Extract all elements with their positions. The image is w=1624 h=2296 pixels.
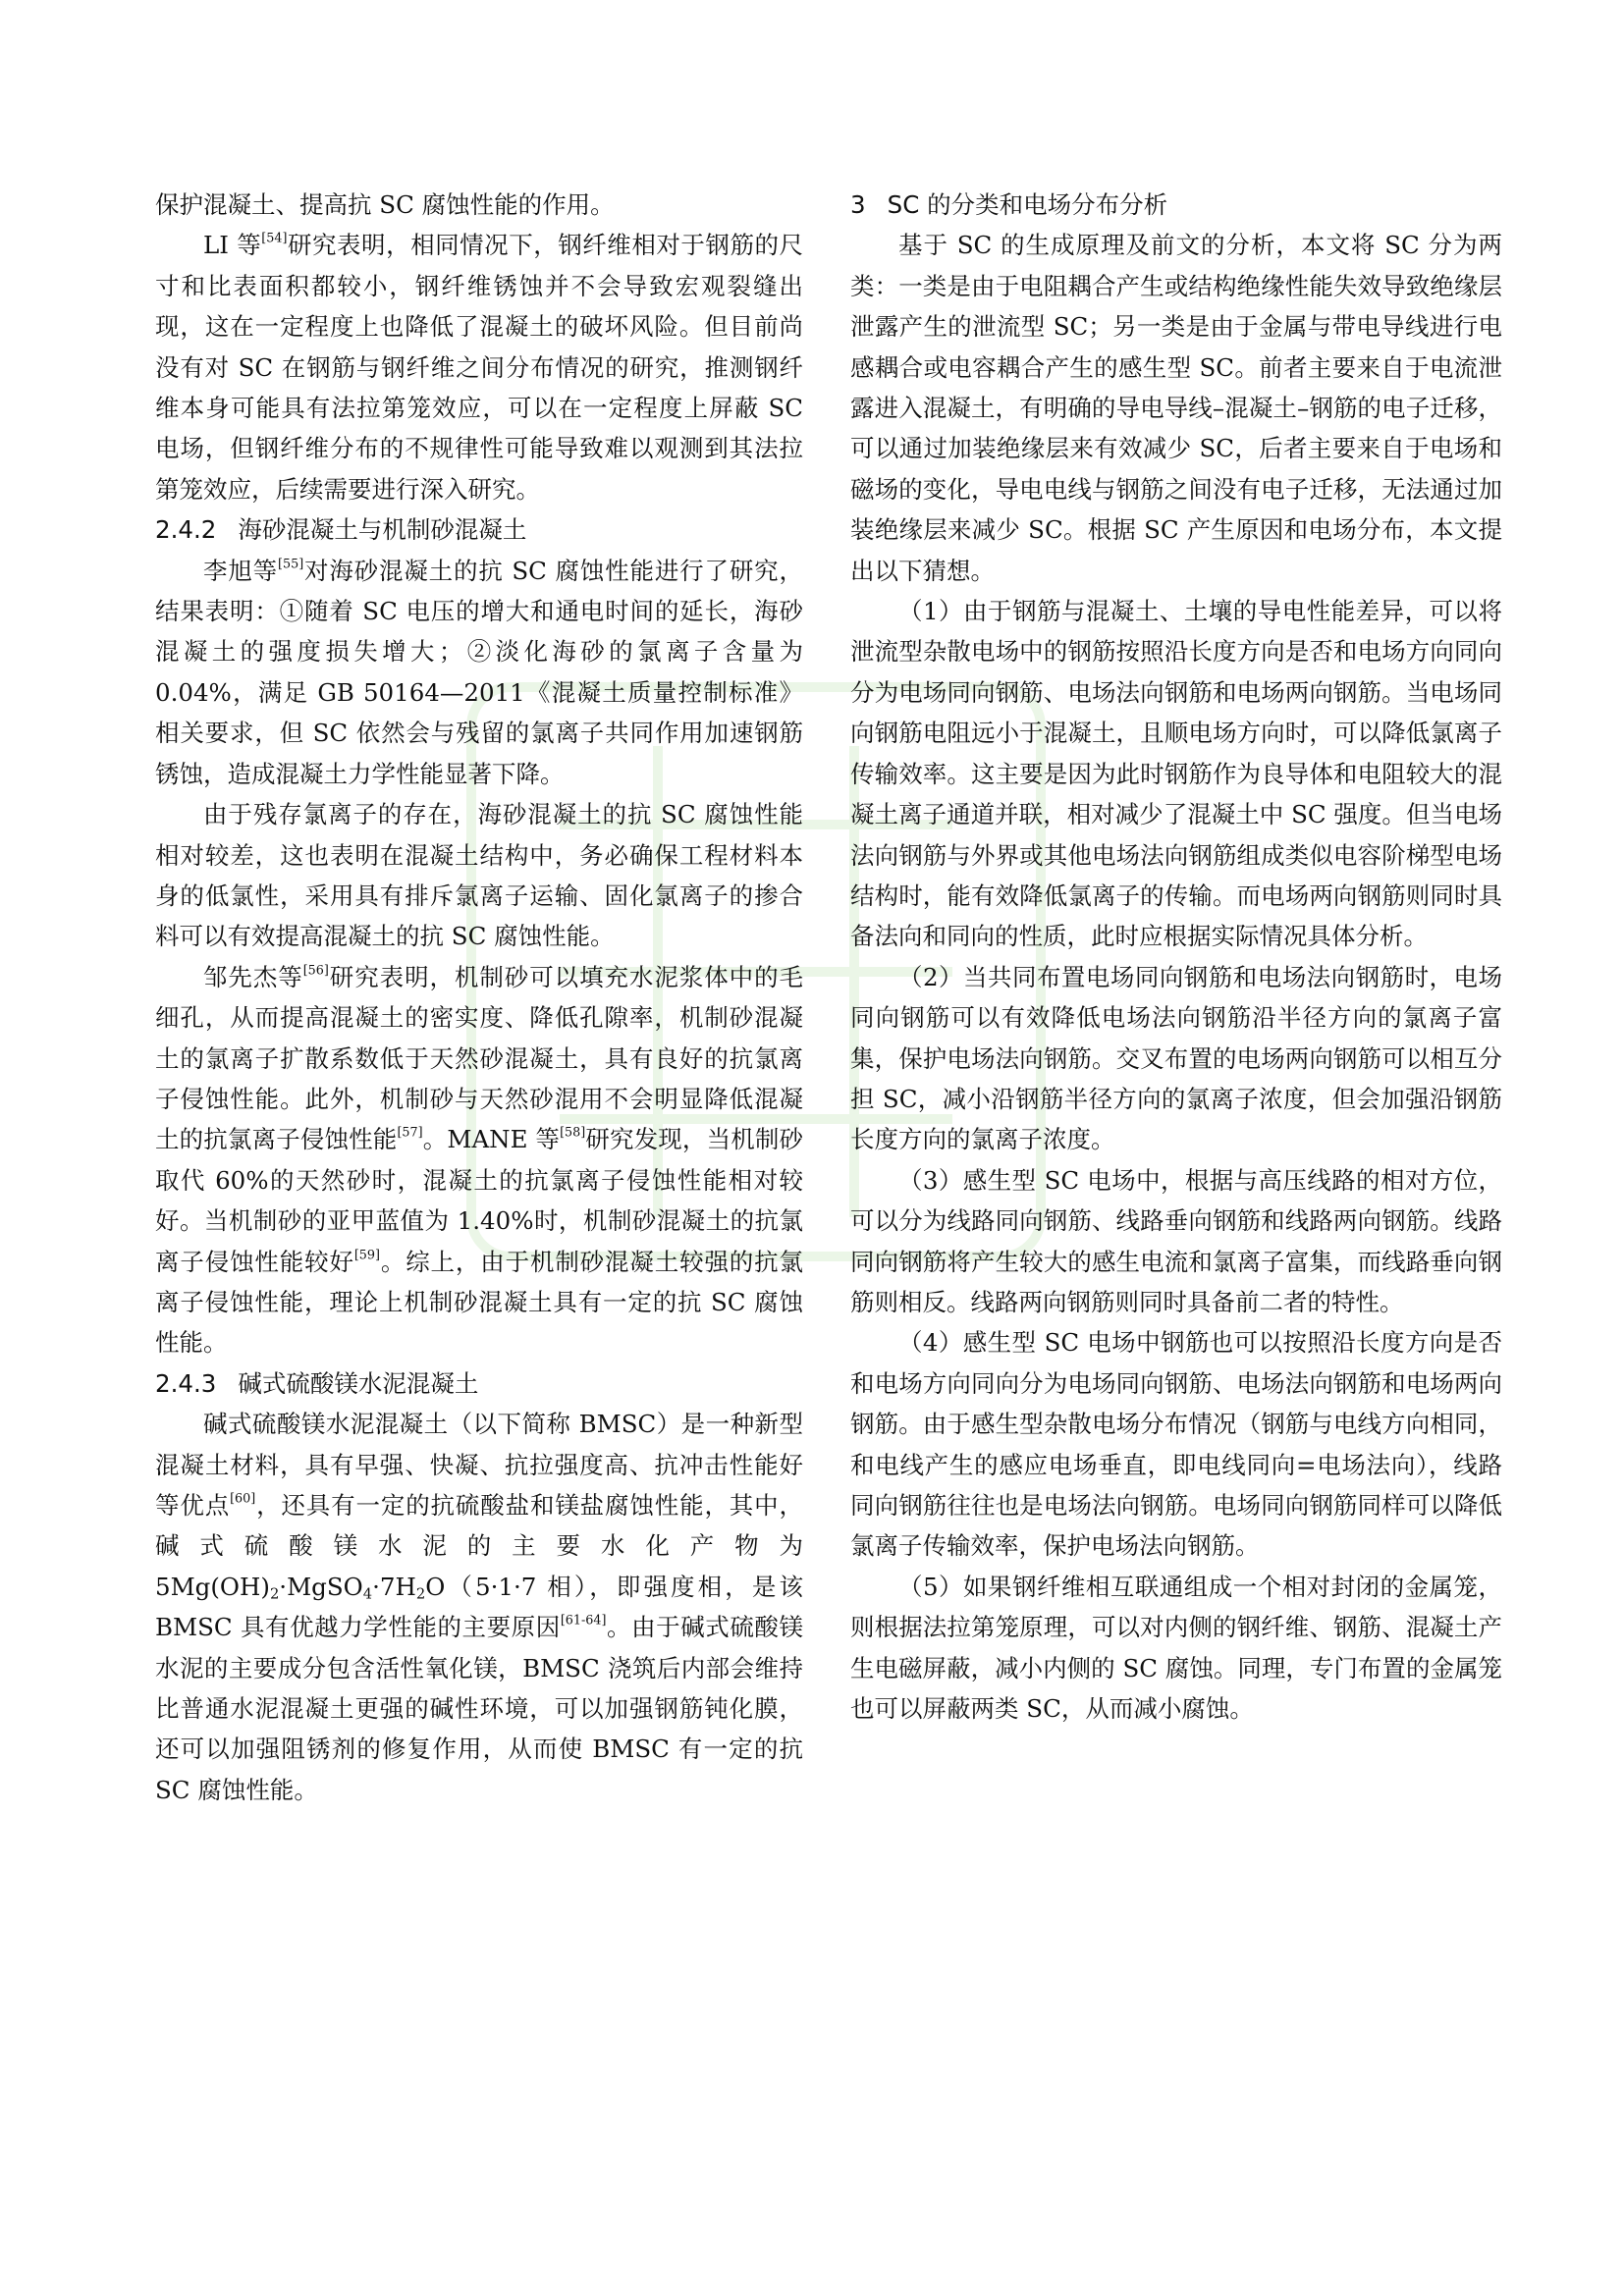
citation: [56] [302, 963, 329, 979]
paragraph: （1）由于钢筋与混凝土、土壤的导电性能差异，可以将泄流型杂散电场中的钢筋按照沿长度方向是否和电场方向同向分为电场同向钢筋、电场法向钢筋和电场两向钢筋。当电场同向钢筋电阻远小于混凝土，且顺电场方向时，可以降低氯离子传输效率。这主要是因为此时钢筋作为良导体和电阻较大的混凝土离子通道并联，相对减少了混凝土中 SC 强度。但当电场法向钢筋与外界或其他电场法向钢筋组成类似电容阶梯型电场结构时，能有效降低氯离子的传输。而电场两向钢筋则同时具备法向和同向的性质，此时应根据实际情况具体分析。 [850, 597, 1502, 951]
right-column [850, 185, 1502, 1729]
paragraph: 保护混凝土、提高抗 SC 腐蚀性能的作用。 [155, 190, 615, 219]
section-heading: 2.4.2 海砂混凝土与机制砂混凝土 [155, 515, 527, 545]
paragraph: 李旭等[55]对海砂混凝土的抗 SC 腐蚀性能进行了研究，结果表明：①随着 SC 电压的增大和通电时间的延长，海砂混凝土的强度损失增大；②淡化海砂的氯离子含量为 0.04%，满足 GB 50164—2011《混凝土质量控制标准》相关要求，但 SC 依然会与残留的氯离子共同作用加速钢筋锈蚀，造成混凝土力学性能显著下降。 [155, 556, 803, 788]
citation: [57] [397, 1125, 423, 1141]
paragraph: 邹先杰等[56]研究表明，机制砂可以填充水泥浆体中的毛细孔，从而提高混凝土的密实度、降低孔隙率，机制砂混凝土的氯离子扩散系数低于天然砂混凝土，具有良好的抗氯离子侵蚀性能。此外，机制砂与天然砂混用不会明显降低混凝土的抗氯离子侵蚀性能[57]。MANE 等[58]研究发现，当机制砂取代 60%的天然砂时，混凝土的抗氯离子侵蚀性能相对较好。当机制砂的亚甲蓝值为 1.40%时，机制砂混凝土的抗氯离子侵蚀性能较好[59]。综上，由于机制砂混凝土较强的抗氯离子侵蚀性能，理论上机制砂混凝土具有一定的抗 SC 腐蚀性能。 [155, 962, 804, 1358]
citation: [58] [560, 1125, 586, 1141]
paragraph: （3）感生型 SC 电场中，根据与高压线路的相对方位，可以分为线路同向钢筋、线路垂向钢筋和线路两向钢筋。线路同向钢筋将产生较大的感生电流和氯离子富集，而线路垂向钢筋则相反。线路两向钢筋则同时具备前二者的特性。 [850, 1165, 1502, 1316]
citation: [54] [261, 231, 288, 246]
section-heading: 2.4.3 碱式硫酸镁水泥混凝土 [155, 1368, 479, 1398]
paragraph: LI 等[54]研究表明，相同情况下，钢纤维相对于钢筋的尺寸和比表面积都较小，钢纤维锈蚀并不会导致宏观裂缝出现，这在一定程度上也降低了混凝土的破坏风险。但目前尚没有对 SC 在钢筋与钢纤维之间分布情况的研究，推测钢纤维本身可能具有法拉第笼效应，可以在一定程度上屏蔽 SC 电场，但钢纤维分布的不规律性可能导致难以观测到其法拉第笼效应，后续需要进行深入研究。 [155, 231, 803, 504]
paragraph: （4）感生型 SC 电场中钢筋也可以按照沿长度方向是否和电场方向同向分为电场同向钢筋、电场法向钢筋和电场两向钢筋。由于感生型杂散电场分布情况（钢筋与电线方向相同，和电线产生的感应电场垂直，即电线同向=电场法向），线路同向钢筋往往也是电场法向钢筋。电场同向钢筋同样可以降低氯离子传输效率，保护电场法向钢筋。 [850, 1328, 1502, 1561]
left-column [155, 185, 803, 1810]
citation: [55] [278, 557, 304, 572]
paragraph: （2）当共同布置电场同向钢筋和电场法向钢筋时，电场同向钢筋可以有效降低电场法向钢筋沿半径方向的氯离子富集，保护电场法向钢筋。交叉布置的电场两向钢筋可以相互分担 SC，减小沿钢筋半径方向的氯离子浓度，但会加强沿钢筋长度方向的氯离子浓度。 [850, 962, 1502, 1154]
citation: [61-64] [560, 1613, 607, 1629]
paragraph: 基于 SC 的生成原理及前文的分析，本文将 SC 分为两类：一类是由于电阻耦合产生或结构绝缘性能失效导致绝缘层泄露产生的泄流型 SC；另一类是由于金属与带电导线进行电感耦合或电容耦合产生的感生型 SC。前者主要来自于电流泄露进入混凝土，有明确的导电导线–混凝土–钢筋的电子迁移，可以通过加装绝缘层来有效减少 SC，后者主要来自于电场和磁场的变化，导电电线与钢筋之间没有电子迁移，无法通过加装绝缘层来减少 SC。根据 SC 产生原因和电场分布，本文提出以下猜想。 [850, 231, 1502, 585]
section-heading: 3 SC 的分类和电场分布分析 [850, 190, 1168, 219]
paragraph: 碱式硫酸镁水泥混凝土（以下简称 BMSC）是一种新型混凝土材料，具有早强、快凝、抗拉强度高、抗冲击性能好等优点[60]，还具有一定的抗硫酸盐和镁盐腐蚀性能，其中，碱式硫酸镁水泥的主要水化产物为 $5Mg(OH)_2\cdot MgSO_4\cdot 7H_2O(5\cdot 1\cdot 7$ 相），即强度相，是该 BMSC 具有优越力学性能的主要原因[61-64]。由于碱式硫酸镁水泥的主要成分包含活性氧化镁，BMSC 浇筑后内部会维持比普通水泥混凝土更强的碱性环境，可以加强钢筋钝化膜，还可以加强阻锈剂的修复作用，从而使 BMSC 有一定的抗 SC 腐蚀性能。 [155, 1410, 804, 1804]
paragraph: 由于残存氯离子的存在，海砂混凝土的抗 SC 腐蚀性能相对较差，这也表明在混凝土结构中，务必确保工程材料本身的低氯性，采用具有排斥氯离子运输、固化氯离子的掺合料可以有效提高混凝土的抗 SC 腐蚀性能。 [155, 800, 803, 951]
paragraph: （5）如果钢纤维相互联通组成一个相对封闭的金属笼，则根据法拉第笼原理，可以对内侧的钢纤维、钢筋、混凝土产生电磁屏蔽，减小内侧的 SC 腐蚀。同理，专门布置的金属笼也可以屏蔽两类 SC，从而减小腐蚀。 [850, 1572, 1502, 1724]
citation: [59] [353, 1248, 380, 1263]
citation: [60] [230, 1491, 256, 1507]
